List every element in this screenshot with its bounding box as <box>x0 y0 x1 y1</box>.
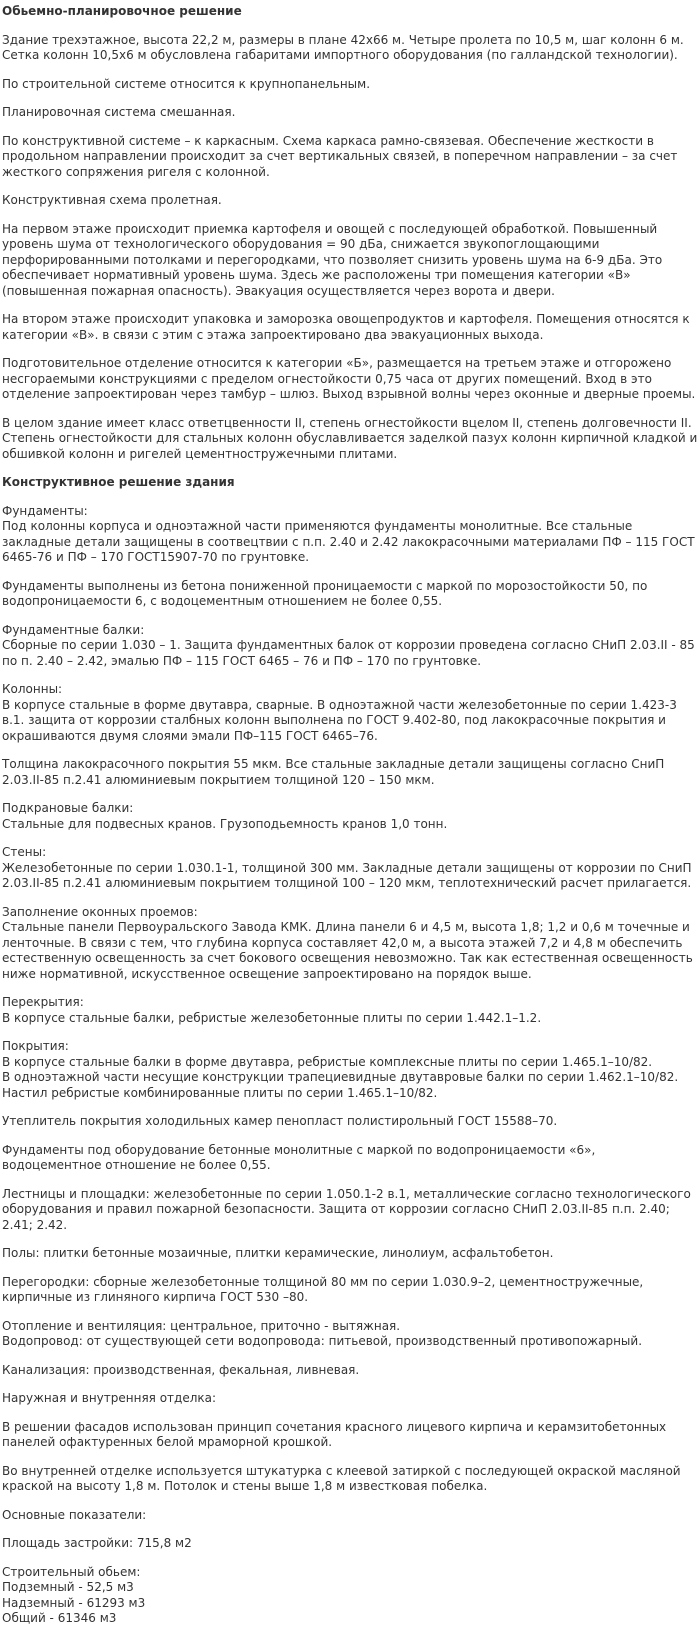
foundations-label: Фундаменты: <box>2 503 88 518</box>
columns-block <box>2 682 698 744</box>
volume-underground: Подземный - 52,5 м3 <box>2 1580 134 1594</box>
windows-label: Заполнение оконных проемов: <box>2 904 198 919</box>
paragraph: Во внутренней отделке используется штукатурка с клеевой затиркой с последующей окраской масляной краской на высоту 1,8 м. Потолок и стены выше 1,8 м известковая побелка. <box>2 1463 681 1493</box>
paragraph: Конструктивная схема пролетная. <box>2 193 222 207</box>
paragraph: Площадь застройки: 715,8 м2 <box>2 1536 192 1550</box>
paragraph: Лестницы и площадки: железобетонные по серии 1.050.1-2 в.1, металлические согласно технологического оборудования и правил пожарной безопасности. Защита от коррозии согласно СНиП 2.03.II-85 п.п. 2.40; 2.41; 2.42. <box>2 1186 691 1232</box>
paragraph: Фундаменты под оборудование бетонные монолитные с маркой по водопроницаемости «6», водоцементное отношение не более 0,55. <box>2 1142 596 1172</box>
roof-block <box>2 1039 698 1101</box>
paragraph: В целом здание имеет класс ответцвенности II, степень огнестойкости вцелом II, степень долговечности II. Степень огнестойкости для стальных колонн обуславливается заделкой пазух колонн кирпичной кладкой и обшивкой колонн и ригелей цементностружечными плитами. <box>2 415 698 461</box>
paragraph: Перегородки: сборные железобетонные толщиной 80 мм по серии 1.030.9–2, цементностружечные, кирпичные из глиняного кирпича ГОСТ 530 –80. <box>2 1274 644 1304</box>
paragraph: Планировочная система смешанная. <box>2 105 236 119</box>
columns-label: Колонны: <box>2 682 63 696</box>
volume-total: Общий - 61346 м3 <box>2 1611 117 1625</box>
walls-text: Железобетонные по серии 1.030.1-1, толщиной 300 мм. Закладные детали защищены от коррозии по СниП 2.03.II-85 п.2.41 алюминиевым покрытием толщиной 100 – 120 мкм, теплотехнический расчет прилагается. <box>2 860 692 890</box>
foundation-beams-text: Сборные по серии 1.030 – 1. Защита фундаментных балок от коррозии проведена согласно СНиП 2.03.II - 85 по п. 2.40 – 2.42, эмалью ПФ – 115 ГОСТ 6465 – 76 и ПФ – 170 по грунтовке. <box>2 638 695 668</box>
floors-label: Перекрытия: <box>2 995 84 1009</box>
utilities-block <box>2 1319 698 1350</box>
paragraph: По строительной системе относится к крупнопанельным. <box>2 76 371 91</box>
walls-label: Стены: <box>2 845 47 859</box>
columns-text: В корпусе стальные в форме двутавра, сварные. В одноэтажной части железобетонные по серии 1.423-3 в.1. защита от коррозии сталбных колонн выполнена по ГОСТ 9.402-80, под лакокрасочные покрытия и окрашиваются двумя слоями эмали ПФ–115 ГОСТ 6465–76. <box>2 697 677 743</box>
foundations-block <box>2 504 698 566</box>
crane-beams-block <box>2 801 698 832</box>
paragraph: На втором этаже происходит упаковка и заморозка овощепродуктов и картофеля. Помещения относятся к категории «В». в связи с этим с этажа запроектировано два эвакуационных выхода. <box>2 312 690 342</box>
windows-block <box>2 905 698 983</box>
roof-text-1: В корпусе стальные балки в форме двутавра, ребристые комплексные плиты по серии 1.465.1–10/82. <box>2 1054 653 1069</box>
crane-beams-label: Подкрановые балки: <box>2 801 134 815</box>
windows-text: Стальные панели Первоуральского Завода КМК. Длина панели 6 и 4,5 м, высота 1,8; 1,2 и 0,6 м точечные и ленточные. В связи с тем, что глубина корпуса составляет 42,0 м, а высота этажей 7,2 и 4,8 м обеспечить естественную освещенность за счет бокового освещения невозможно. Так как естественная освещенность ниже нормативной, искусственное освещение запроектировано на порядок выше. <box>2 920 693 981</box>
paragraph: Полы: плитки бетонные мозаичные, плитки керамические, линолиум, асфальтобетон. <box>2 1246 554 1260</box>
floors-block <box>2 995 698 1026</box>
volume-block <box>2 1565 698 1627</box>
paragraph: Здание трехэтажное, высота 22,2 м, размеры в плане 42х66 м. Четыре пролета по 10,5 м, шаг колонн 6 м. Сетка колонн 10,5х6 м обусловлена габаритами импортного оборудования (по галландской технологии). <box>2 32 684 62</box>
foundation-beams-block <box>2 623 698 670</box>
paragraph: В решении фасадов использован принцип сочетания красного лицевого кирпича и керамзитобетонных панелей офактуренных белой мраморной крошкой. <box>2 1419 667 1449</box>
paragraph: Фундаменты выполнены из бетона пониженной проницаемости с маркой по морозостойкости 50, по водопроницаемости 6, с водоцементным отношением не более 0,55. <box>2 578 648 608</box>
paragraph: Канализация: производственная, фекальная, ливневая. <box>2 1362 360 1377</box>
roof-label: Покрытия: <box>2 1039 69 1053</box>
paragraph: Наружная и внутренняя отделка: <box>2 1391 217 1405</box>
foundations-text: Под колонны корпуса и одноэтажной части применяются фундаменты монолитные. Все стальные закладные детали защищены в соотвецтвии с п.п. 2.40 и 2.42 лакокрасочными материалами ПФ – 115 ГОСТ 6465-76 и ПФ – 170 ГОСТ15907-70 по грунтовке. <box>2 519 695 564</box>
paragraph: По конструктивной системе – к каркасным. Схема каркаса рамно-связевая. Обеспечение жесткости в продольном направлении происходит за счет вертикальных связей, в поперечном направлении – за счет жесткого сопряжения ригеля с колонной. <box>2 133 678 179</box>
foundation-beams-label: Фундаментные балки: <box>2 622 145 637</box>
paragraph: Толщина лакокрасочного покрытия 55 мкм. Все стальные закладные детали защищены согласно СниП 2.03.II-85 п.2.41 алюминиевым покрытием толщиной 120 – 150 мкм. <box>2 757 665 787</box>
roof-text-2: В одноэтажной части несущие конструкции трапециевидные двутавровые балки по серии 1.462.1–10/82. Настил ребристые комбинированные плиты по серии 1.465.1–10/82. <box>2 1070 679 1100</box>
section-heading-structure: Конструктивное решение здания <box>2 475 235 489</box>
volume-label: Строительный обьем: <box>2 1564 141 1579</box>
paragraph: Подготовительное отделение относится к категории «Б», размещается на третьем этаже и отгорожено несгораемыми конструкциями с пределом огнестойкости 0,75 часа от других помещений. Вход в это отделение запроектирован через тамбур – шлюз. Выход взрывной волны через оконные и дверные проемы. <box>2 356 696 401</box>
volume-aboveground: Надземный - 61293 м3 <box>2 1595 146 1610</box>
section-heading-layout: Обьемно-планировочное решение <box>2 4 242 18</box>
floors-text: В корпусе стальные балки, ребристые железобетонные плиты по серии 1.442.1–1.2. <box>2 1010 542 1025</box>
heating-text: Отопление и вентиляция: центральное, приточно - вытяжная. <box>2 1318 401 1333</box>
crane-beams-text: Стальные для подвесных кранов. Грузоподьемность кранов 1,0 тонн. <box>2 816 448 831</box>
paragraph: Основные показатели: <box>2 1507 147 1522</box>
walls-block <box>2 845 698 892</box>
paragraph: Утеплитель покрытия холодильных камер пенопласт полистирольный ГОСТ 15588–70. <box>2 1114 558 1128</box>
water-text: Водопровод: от существующей сети водопровода: питьевой, производственный противопожарный. <box>2 1334 643 1348</box>
paragraph: На первом этаже происходит приемка картофеля и овощей с последующей обработкой. Повышенный уровень шума от технологического оборудования = 90 дБа, снижается звукопоглощающими перфорированными потолками и перегородками, что позволяет снизить уровень шума на 6-9 дБа. Это обеспечивает нормативный уровень шума. Здесь же расположены три помещения категории «В» (повышенная пожарная опасность). Эвакуация осуществляется через ворота и двери. <box>2 221 663 298</box>
